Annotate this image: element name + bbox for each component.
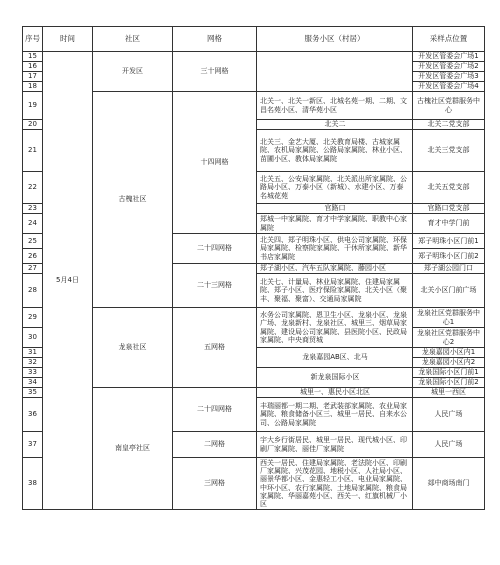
service-cell: 北关三、金艺大厦、北关教育局楼、古城家属院、农机局家属院、公路局家属院、林业小区、苗圃小区、教体局家属院 <box>257 130 413 172</box>
seq-cell: 38 <box>23 458 43 510</box>
point-cell: 北关小区门前广场 <box>413 274 485 308</box>
document-sheet <box>22 26 484 510</box>
point-cell: 龙泉国际小区门前1 <box>413 368 485 378</box>
community-cell: 古槐社区 <box>93 92 173 308</box>
point-cell: 开发区管委会广场1 <box>413 52 485 62</box>
point-cell: 开发区管委会广场3 <box>413 72 485 82</box>
point-cell: 古槐社区党群服务中心 <box>413 92 485 120</box>
header-community: 社区 <box>93 27 173 52</box>
date-cell: 5月4日 <box>43 52 93 510</box>
point-cell: 北关五党支部 <box>413 172 485 204</box>
service-cell: 郑子湖小区、汽车五队家属院、藤园小区 <box>257 264 413 274</box>
seq-cell: 33 <box>23 368 43 378</box>
service-cell: 郑城一中家属院、育才中学家属院、职教中心家属院 <box>257 214 413 234</box>
community-cell: 南皇亭社区 <box>93 388 173 510</box>
sampling-schedule-table <box>22 26 485 510</box>
grid-cell: 二十四网格 <box>173 388 257 432</box>
grid-cell: 二网格 <box>173 432 257 458</box>
seq-cell: 36 <box>23 398 43 432</box>
header-seq: 序号 <box>23 27 43 52</box>
point-cell: 郑子湖公园门口 <box>413 264 485 274</box>
header-time: 时间 <box>43 27 93 52</box>
grid-cell: 二十四网格 <box>173 234 257 264</box>
seq-cell: 15 <box>23 52 43 62</box>
seq-cell: 23 <box>23 204 43 214</box>
point-cell: 人民广场 <box>413 432 485 458</box>
point-cell: 开发区管委会广场4 <box>413 82 485 92</box>
seq-cell: 32 <box>23 358 43 368</box>
service-cell: 城里一、惠民小区北区 <box>257 388 413 398</box>
grid-cell: 三网格 <box>173 458 257 510</box>
seq-cell: 31 <box>23 348 43 358</box>
seq-cell: 28 <box>23 274 43 308</box>
point-cell: 北关三党支部 <box>413 130 485 172</box>
table-row <box>23 52 485 62</box>
point-cell: 龙泉国际小区门前2 <box>413 378 485 388</box>
seq-cell: 26 <box>23 249 43 264</box>
service-cell: 北关七、计量局、林业局家属院、住建局家属院、郑子小区、医疗保险家属院、北关小区（聚丰、聚福、聚富）、交通局家属院 <box>257 274 413 308</box>
service-cell: 北关五、公安局家属院、北关派出所家属院、公路局小区、万泰小区（新城）、水建小区、万泰名城花苑 <box>257 172 413 204</box>
header-row <box>23 27 485 52</box>
point-cell: 龙泉嘉园小区内1 <box>413 348 485 358</box>
grid-cell: 五网格 <box>173 308 257 388</box>
community-cell: 龙泉社区 <box>93 308 173 388</box>
seq-cell: 22 <box>23 172 43 204</box>
point-cell: 龙泉嘉园小区内2 <box>413 358 485 368</box>
service-cell: 西关一居民、住建局家属院、老法院小区、印刷厂家属院、兴茂花园、地税小区、人社局小区、丽景华都小区、金惠轻工小区、电业局家属院、中环小区、农行家属院、土地局家属院、粮食局家属院、华丽嘉苑小区、西关一、红旗机械厂小区 <box>257 458 413 510</box>
seq-cell: 30 <box>23 328 43 348</box>
point-cell: 人民广场 <box>413 398 485 432</box>
service-cell: 官路口 <box>257 204 413 214</box>
point-cell: 育才中学门前 <box>413 214 485 234</box>
community-cell: 开发区 <box>93 52 173 92</box>
point-cell: 龙泉社区党群服务中心1 <box>413 308 485 328</box>
seq-cell: 20 <box>23 120 43 130</box>
service-cell: 北关一、北关一新区、北城名苑一期、二期、文昌名苑小区、清华苑小区 <box>257 92 413 120</box>
seq-cell: 18 <box>23 82 43 92</box>
point-cell: 城里一西区 <box>413 388 485 398</box>
service-cell: 新龙泉国际小区 <box>257 368 413 388</box>
table-row <box>23 388 485 398</box>
point-cell: 北关二党支部 <box>413 120 485 130</box>
service-cell: 北关二 <box>257 120 413 130</box>
grid-cell: 二十三网格 <box>173 264 257 308</box>
point-cell: 郯中商场南门 <box>413 458 485 510</box>
point-cell: 郑子明珠小区门前1 <box>413 234 485 249</box>
seq-cell: 34 <box>23 378 43 388</box>
seq-cell: 37 <box>23 432 43 458</box>
seq-cell: 29 <box>23 308 43 328</box>
service-cell: 丰瑞丽都一期二期、老武装部家属院、农业局家属院、粮食储备小区三、城里一居民、自来水公司、公路局家属院 <box>257 398 413 432</box>
seq-cell: 35 <box>23 388 43 398</box>
header-service: 服务小区（村居） <box>257 27 413 52</box>
service-cell: 北关四、郑子明珠小区、供电公司家属院、环保局家属院、检察院家属院、干休所家属院、新华书店家属院 <box>257 234 413 264</box>
header-point: 采样点位置 <box>413 27 485 52</box>
seq-cell: 19 <box>23 92 43 120</box>
grid-cell: 三十网格 <box>173 52 257 92</box>
service-cell: 水务公司家属院、恩卫生小区、龙泉小区、龙泉广场、龙泉新村、龙泉社区、城里三、烟草局家属院、建设局公司家属院、县医院小区、民政局家属院、中央商贸城 <box>257 308 413 348</box>
grid-cell: 十四网格 <box>173 92 257 234</box>
seq-cell: 17 <box>23 72 43 82</box>
point-cell: 官路口党支部 <box>413 204 485 214</box>
seq-cell: 24 <box>23 214 43 234</box>
service-cell <box>257 52 413 92</box>
header-grid: 网格 <box>173 27 257 52</box>
seq-cell: 16 <box>23 62 43 72</box>
point-cell: 开发区管委会广场2 <box>413 62 485 72</box>
table-row <box>23 308 485 328</box>
service-cell: 龙泉嘉园AB区、北马 <box>257 348 413 368</box>
service-cell: 宇大乡行街居民、城里一居民、现代城小区、印刷厂家属院、丽佳厂家属院 <box>257 432 413 458</box>
seq-cell: 25 <box>23 234 43 249</box>
seq-cell: 21 <box>23 130 43 172</box>
seq-cell: 27 <box>23 264 43 274</box>
table-row <box>23 92 485 120</box>
point-cell: 龙泉社区党群服务中心2 <box>413 328 485 348</box>
point-cell: 郑子明珠小区门前2 <box>413 249 485 264</box>
